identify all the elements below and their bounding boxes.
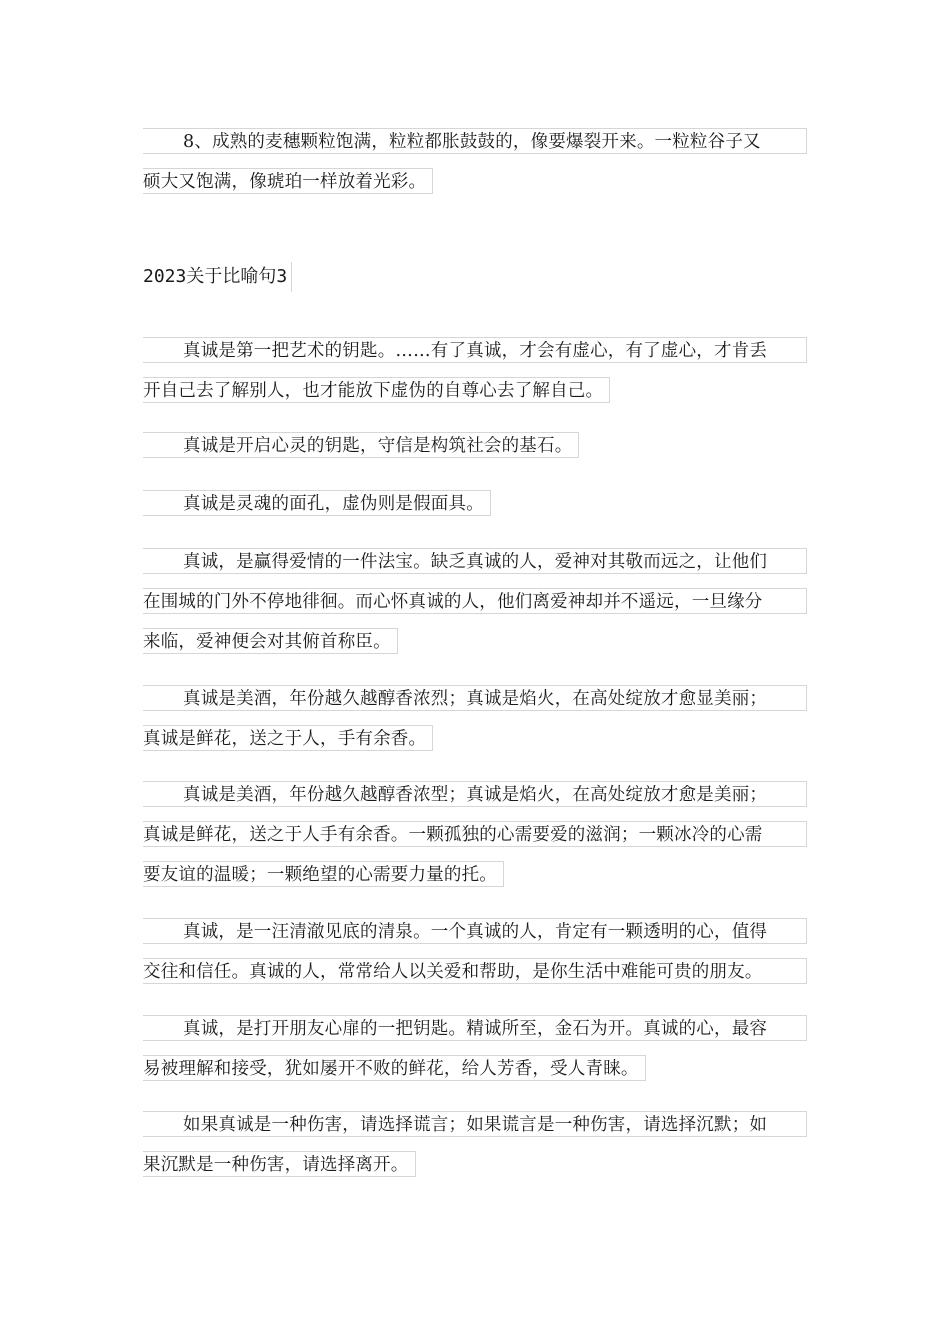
paragraph-line: 真诚，是打开朋友心扉的一把钥匙。精诚所至，金石为开。真诚的心，最容 bbox=[143, 1015, 807, 1041]
paragraph bbox=[143, 432, 807, 462]
paragraph-8 bbox=[143, 128, 807, 198]
paragraph-line: 真诚，是赢得爱情的一件法宝。缺乏真诚的人，爱神对其敬而远之，让他们 bbox=[143, 548, 807, 574]
paragraph-line: 真诚是灵魂的面孔，虚伪则是假面具。 bbox=[143, 490, 491, 516]
paragraph-line: 真诚是鲜花，送之于人，手有余香。 bbox=[143, 725, 433, 751]
paragraph-line: 8、成熟的麦穗颗粒饱满，粒粒都胀鼓鼓的，像要爆裂开来。一粒粒谷子又 bbox=[143, 128, 807, 154]
paragraph-line: 真诚是美酒，年份越久越醇香浓型；真诚是焰火，在高处绽放才愈是美丽； bbox=[143, 781, 807, 807]
paragraph bbox=[143, 918, 807, 984]
paragraph bbox=[143, 781, 807, 891]
paragraph bbox=[143, 490, 807, 520]
paragraph-line: 真诚，是一汪清澈见底的清泉。一个真诚的人，肯定有一颗透明的心，值得 bbox=[143, 918, 807, 944]
paragraph-line: 要友谊的温暖；一颗绝望的心需要力量的托。 bbox=[143, 861, 504, 887]
paragraph-line: 如果真诚是一种伤害，请选择谎言；如果谎言是一种伤害，请选择沉默；如 bbox=[143, 1111, 807, 1137]
section-heading: 2023关于比喻句3 bbox=[143, 262, 292, 292]
paragraph-line: 果沉默是一种伤害，请选择离开。 bbox=[143, 1151, 416, 1177]
paragraph-line: 真诚是美酒，年份越久越醇香浓烈；真诚是焰火，在高处绽放才愈显美丽； bbox=[143, 685, 807, 711]
paragraph bbox=[143, 685, 807, 755]
paragraph-line: 开自己去了解别人，也才能放下虚伪的自尊心去了解自己。 bbox=[143, 377, 610, 403]
paragraph-line: 易被理解和接受，犹如屡开不败的鲜花，给人芳香，受人青睐。 bbox=[143, 1055, 646, 1081]
paragraph-line: 真诚是开启心灵的钥匙，守信是构筑社会的基石。 bbox=[143, 432, 579, 458]
paragraph-line: 硕大又饱满，像琥珀一样放着光彩。 bbox=[143, 168, 433, 194]
paragraph bbox=[143, 1015, 807, 1085]
paragraph bbox=[143, 337, 807, 407]
paragraph bbox=[143, 548, 807, 658]
paragraph-line: 真诚是鲜花，送之于人手有余香。一颗孤独的心需要爱的滋润；一颗冰冷的心需 bbox=[143, 821, 807, 847]
paragraph bbox=[143, 1111, 807, 1181]
paragraph-line: 在围城的门外不停地徘徊。而心怀真诚的人，他们离爱神却并不遥远，一旦缘分 bbox=[143, 588, 807, 614]
paragraph-line: 来临，爱神便会对其俯首称臣。 bbox=[143, 628, 398, 654]
paragraph-line: 交往和信任。真诚的人，常常给人以关爱和帮助，是你生活中难能可贵的朋友。 bbox=[143, 958, 807, 984]
paragraph-line: 真诚是第一把艺术的钥匙。……有了真诚，才会有虚心，有了虚心，才肯丢 bbox=[143, 337, 807, 363]
